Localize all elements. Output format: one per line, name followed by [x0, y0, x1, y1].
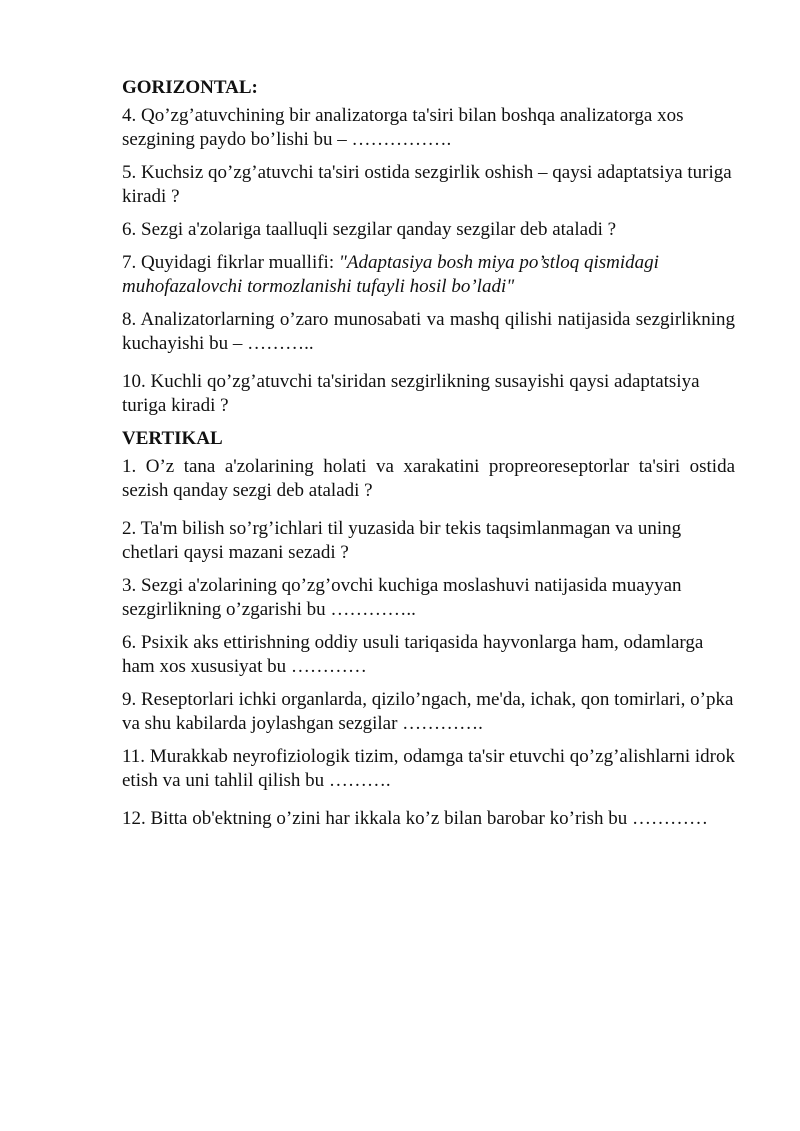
question-7-quote: "Adaptasiya bosh miya po’stloq qismidagi muhofazalovchi tormozlanishi tufayli hosil bo’ladi": [122, 252, 659, 297]
gorizontal-question-7: [122, 251, 735, 299]
document-page: [122, 76, 735, 840]
vertikal-question-12: 12. Bitta ob'ektning o’zini har ikkala ko’z bilan barobar ko’rish bu …………: [122, 808, 708, 829]
gorizontal-question-6: 6. Sezgi a'zolariga taalluqli sezgilar qanday sezgilar deb ataladi ?: [122, 219, 617, 240]
vertikal-question-1: 1. O’z tana a'zolarining holati va xarakatini propreoreseptorlar ta'siri ostida sezish qanday sezgi deb ataladi ?: [122, 456, 735, 501]
gorizontal-question-4: 4. Qo’zg’atuvchining bir analizatorga ta'siri bilan boshqa analizatorga xos sezgining paydo bo’lishi bu – …………….: [122, 105, 684, 150]
vertikal-question-9: 9. Reseptorlari ichki organlarda, qizilo’ngach, me'da, ichak, qon tomirlari, o’pka va shu kabilarda joylashgan sezgilar ………….: [122, 689, 734, 734]
vertikal-question-3: 3. Sezgi a'zolarining qo’zg’ovchi kuchiga moslashuvi natijasida muayyan sezgirlikning o’zgarishi bu …………..: [122, 575, 682, 620]
gorizontal-question-8: 8. Analizatorlarning o’zaro munosabati va mashq qilishi natijasida sezgirlikning kuchayishi bu – ………..: [122, 309, 735, 354]
gorizontal-question-10: 10. Kuchli qo’zg’atuvchi ta'siridan sezgirlikning susayishi qaysi adaptatsiya turiga kiradi ?: [122, 371, 700, 416]
gorizontal-heading: GORIZONTAL:: [122, 77, 258, 98]
vertikal-question-6: 6. Psixik aks ettirishning oddiy usuli tariqasida hayvonlarga ham, odamlarga ham xos xususiyat bu …………: [122, 632, 704, 677]
vertikal-question-2: 2. Ta'm bilish so’rg’ichlari til yuzasida bir tekis taqsimlanmagan va uning chetlari qaysi mazani sezadi ?: [122, 518, 682, 563]
gorizontal-question-5: 5. Kuchsiz qo’zg’atuvchi ta'siri ostida sezgirlik oshish – qaysi adaptatsiya turiga kiradi ?: [122, 162, 732, 207]
vertikal-question-11: 11. Murakkab neyrofiziologik tizim, odamga ta'sir etuvchi qo’zg’alishlarni idrok etish va uni tahlil qilish bu ……….: [122, 746, 735, 791]
question-7-prefix: 7. Quyidagi fikrlar muallifi:: [122, 252, 339, 273]
vertikal-heading: VERTIKAL: [122, 428, 223, 449]
